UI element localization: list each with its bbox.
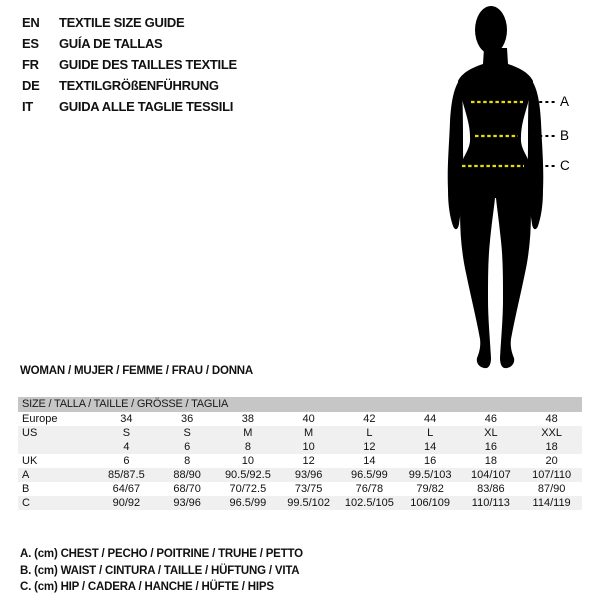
size-cell: 16 <box>424 455 437 467</box>
language-row-en <box>22 12 237 33</box>
size-table <box>18 397 582 510</box>
size-cell: 14 <box>363 455 376 467</box>
size-cell: 12 <box>363 441 376 453</box>
row-label: Europe <box>22 413 58 425</box>
size-cell: 8 <box>184 455 191 467</box>
row-label: C <box>22 497 30 509</box>
marker-label-waist: B <box>560 128 570 143</box>
silhouette-head <box>475 6 507 54</box>
size-cell: L <box>427 427 434 439</box>
size-cell: 8 <box>244 441 251 453</box>
size-cell: 68/70 <box>173 483 201 495</box>
size-cell: 104/107 <box>470 469 511 481</box>
legend-hip: C. (cm) HIP / CADERA / HANCHE / HÜFTE / HIPS <box>20 581 274 593</box>
language-code: DE <box>22 78 40 93</box>
measurement-legend <box>20 546 303 596</box>
size-cell: XXL <box>541 427 563 439</box>
size-cell: 93/96 <box>173 497 201 509</box>
size-cell: 99.5/102 <box>287 497 331 509</box>
size-cell: 96.5/99 <box>351 469 388 481</box>
marker-label-hip: C <box>560 158 570 173</box>
size-cell: 34 <box>120 413 133 425</box>
size-cell: 107/110 <box>532 469 572 481</box>
size-cell: 6 <box>184 441 191 453</box>
woman-silhouette <box>448 6 544 368</box>
size-cell: 40 <box>302 413 315 425</box>
language-code: IT <box>22 99 33 114</box>
row-label <box>18 440 96 454</box>
size-cell: M <box>243 427 253 439</box>
size-cell: 88/90 <box>173 469 201 481</box>
table-title: WOMAN / MUJER / FEMME / FRAU / DONNA <box>20 365 254 377</box>
row-label: B <box>22 483 30 495</box>
language-list <box>22 12 237 117</box>
size-cell: 42 <box>363 413 376 425</box>
silhouette-torso <box>458 48 533 198</box>
language-row-de <box>22 75 237 96</box>
table-row-chest <box>18 468 582 482</box>
size-cell: 48 <box>545 413 558 425</box>
silhouette-left-leg <box>460 190 495 368</box>
size-cell: 16 <box>484 441 497 453</box>
size-cell: L <box>366 427 373 439</box>
size-cell: 83/86 <box>477 483 505 495</box>
language-title: GUIDA ALLE TAGLIE TESSILI <box>59 99 234 114</box>
marker-label-chest: A <box>560 94 570 109</box>
size-cell: 38 <box>241 413 254 425</box>
size-cell: 102.5/105 <box>344 497 394 509</box>
language-title: TEXTILE SIZE GUIDE <box>59 15 185 30</box>
size-cell: 79/82 <box>416 483 444 495</box>
language-code: ES <box>22 36 39 51</box>
table-row-us <box>18 426 582 440</box>
language-row-it <box>22 96 237 117</box>
size-cell: 106/109 <box>410 497 450 509</box>
size-cell: 14 <box>424 441 437 453</box>
size-cell: 10 <box>241 455 254 467</box>
size-cell: 44 <box>424 413 437 425</box>
size-cell: 90/92 <box>112 497 141 509</box>
size-cell: 73/75 <box>294 483 323 495</box>
language-row-es <box>22 33 237 54</box>
size-cell: 70/72.5 <box>229 483 267 495</box>
table-row-hip <box>18 496 582 510</box>
size-cell: 64/67 <box>112 483 141 495</box>
language-code: FR <box>22 57 39 72</box>
size-cell: 10 <box>302 441 315 453</box>
language-title: GUIDE DES TAILLES TEXTILE <box>59 57 237 72</box>
silhouette-right-leg <box>496 190 531 368</box>
size-cell: 96.5/99 <box>229 497 267 509</box>
size-cell: S <box>183 427 191 439</box>
woman-silhouette-figure <box>425 0 600 375</box>
size-cell: 85/87.5 <box>108 469 145 481</box>
size-cell: 87/90 <box>537 483 566 495</box>
size-cell: 90.5/92.5 <box>224 469 271 481</box>
size-cell: S <box>122 427 131 439</box>
size-cell: 36 <box>181 413 194 425</box>
size-table-header: SIZE / TALLA / TAILLE / GRÖSSE / TAGLIA <box>18 397 582 412</box>
row-label: A <box>22 469 30 481</box>
legend-chest: A. (cm) CHEST / PECHO / POITRINE / TRUHE / PETTO <box>20 548 303 560</box>
size-cell: 114/119 <box>532 497 571 509</box>
size-cell: 20 <box>545 455 558 467</box>
size-cell: 4 <box>123 441 130 453</box>
size-cell: M <box>304 427 314 439</box>
size-cell: 76/78 <box>355 483 384 495</box>
row-label: UK <box>22 455 38 467</box>
language-code: EN <box>22 15 40 30</box>
size-cell: XL <box>484 427 498 439</box>
row-label: US <box>22 427 38 439</box>
size-cell: 110/113 <box>471 497 510 509</box>
size-cell: 46 <box>484 413 497 425</box>
language-row-fr <box>22 54 237 75</box>
size-cell: 6 <box>123 455 130 467</box>
size-cell: 18 <box>484 455 497 467</box>
table-row-europe <box>18 412 582 426</box>
size-cell: 93/96 <box>294 469 323 481</box>
legend-waist: B. (cm) WAIST / CINTURA / TAILLE / HÜFTUNG / VITA <box>20 564 300 577</box>
language-title: GUÍA DE TALLAS <box>59 36 163 51</box>
table-row-waist <box>18 482 582 496</box>
table-row-uk <box>18 454 582 468</box>
language-title: TEXTILGRÖßENFÜHRUNG <box>59 78 219 93</box>
size-cell: 99.5/103 <box>408 469 452 481</box>
size-cell: 12 <box>302 455 315 467</box>
table-row-us-numeric <box>18 440 582 454</box>
size-cell: 18 <box>545 441 558 453</box>
